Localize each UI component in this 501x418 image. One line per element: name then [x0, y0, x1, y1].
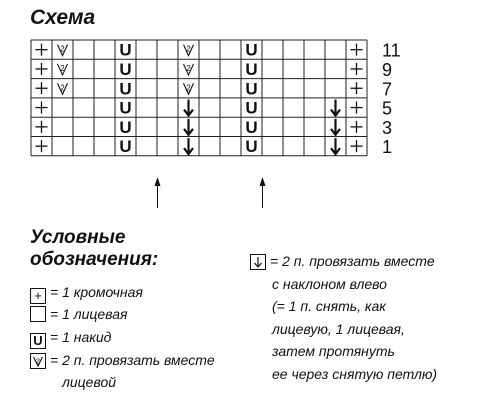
legend-text-k2tog: = 2 п. провязать вместе [50, 352, 215, 368]
yarn-over-symbol: U [245, 40, 258, 60]
yarn-over-symbol: U [119, 117, 132, 137]
row-number: 9 [382, 59, 393, 80]
legend-item-yarn-over [30, 327, 111, 347]
row-number: 1 [382, 137, 393, 158]
repeat-arrow-icon [260, 177, 266, 186]
yarn-over-symbol: U [245, 79, 258, 99]
yarn-over-symbol: U [119, 79, 132, 99]
repeat-arrow-icon [155, 177, 161, 186]
legend-ssk-line-1 [250, 250, 437, 273]
legend-text-k2tog-continued: лицевой [62, 374, 117, 390]
k2tog-icon: 2 [186, 83, 191, 93]
k2tog-icon: 2 [186, 63, 191, 73]
empty-key-icon [30, 306, 46, 322]
legend-ssk-text-1: = 2 п. провязать вместе [270, 253, 435, 269]
row-number: 5 [382, 98, 393, 119]
row-number: 11 [382, 40, 401, 61]
legend-item-edge-stitch [30, 282, 143, 302]
yarn-over-symbol: U [119, 98, 132, 118]
legend-item-knit [30, 304, 127, 324]
yarn-over-symbol: U [119, 59, 132, 79]
yarn-over-symbol: U [119, 40, 132, 60]
k2tog-icon: 2 [60, 63, 65, 73]
k2tog-icon: 2 [60, 83, 65, 93]
legend-ssk-line-5: затем протянуть [272, 343, 395, 359]
legend-ssk-line-6: ее через снятую петлю) [272, 365, 438, 382]
plus-key-icon: + [30, 288, 46, 304]
legend-ssk-line-4: лицевую, 1 лицевая, [272, 320, 405, 337]
ssk-key-icon [250, 254, 266, 270]
legend-heading-line-2: обозначения: [30, 249, 159, 270]
legend-text-edge-stitch: = 1 кромочная [50, 284, 143, 300]
legend-text-yarn-over: = 1 накид [50, 329, 112, 345]
yarn-over-symbol: U [245, 137, 258, 157]
k2tog-key-icon [30, 353, 46, 369]
legend-ssk-line-2: с наклоном влево [272, 275, 387, 292]
legend-heading [30, 227, 230, 271]
legend-text-knit: = 1 лицевая [50, 306, 128, 322]
legend-ssk-description [250, 250, 437, 385]
yarn-over-symbol: U [245, 98, 258, 118]
legend-item-k2tog [30, 350, 215, 370]
yarn-over-symbol: U [119, 137, 132, 157]
legend-heading-line-1: Условные [30, 227, 126, 248]
legend-ssk-line-3: (= 1 п. снять, как [272, 298, 386, 314]
yarn-over-key-icon: U [30, 333, 46, 349]
legend-item-k2tog-continued [62, 372, 116, 392]
row-number: 7 [382, 79, 393, 100]
k2tog-icon: 2 [60, 44, 65, 54]
yarn-over-symbol: U [245, 117, 258, 137]
k2tog-icon: 2 [186, 44, 191, 54]
svg-text:2: 2 [35, 356, 41, 366]
row-number: 3 [382, 117, 393, 138]
chart-title: Схема [30, 6, 96, 29]
yarn-over-symbol: U [245, 59, 258, 79]
